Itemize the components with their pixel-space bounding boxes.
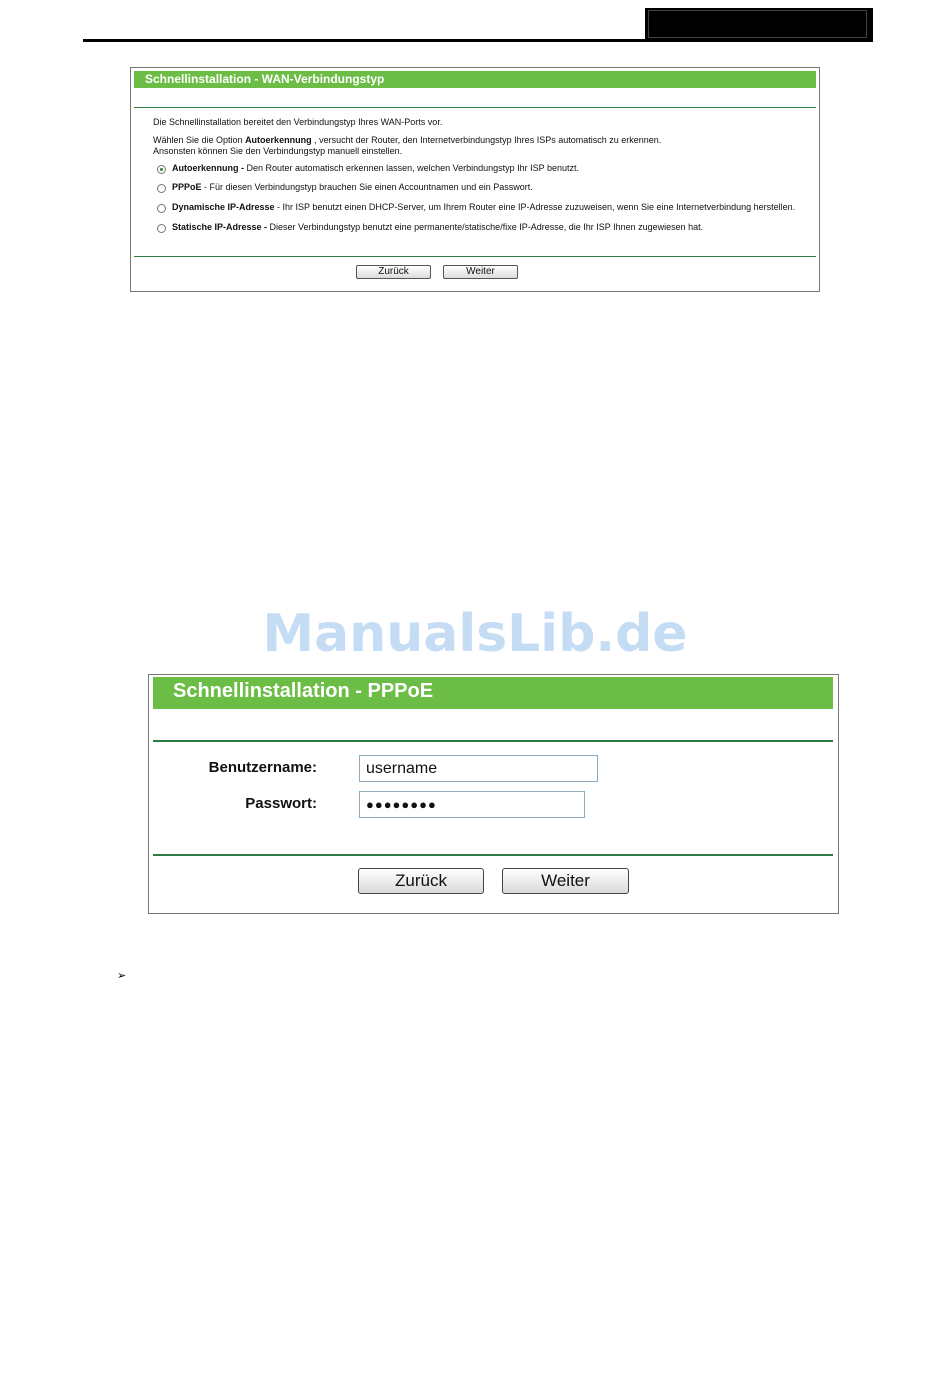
radio-autoerkennung[interactable] bbox=[157, 165, 166, 174]
wan-type-panel bbox=[130, 67, 820, 292]
option-dynamic-ip: Dynamische IP-Adresse - Ihr ISP benutzt einen DHCP-Server, um Ihrem Router eine IP-Adresse zuzuweisen, wenn Sie eine Internetverbindung herstellen. bbox=[172, 202, 796, 212]
divider bbox=[153, 854, 833, 856]
next-button[interactable]: Weiter bbox=[502, 868, 629, 894]
back-button[interactable]: Zurück bbox=[358, 868, 484, 894]
divider bbox=[134, 107, 816, 108]
pppoe-title: Schnellinstallation - PPPoE bbox=[173, 680, 434, 702]
option-autoerkennung: Autoerkennung - Den Router automatisch erkennen lassen, welchen Verbindungstyp Ihr ISP benutzt. bbox=[172, 163, 580, 173]
header-black-box bbox=[645, 8, 873, 42]
password-label: Passwort: bbox=[245, 795, 317, 812]
wan-type-title: Schnellinstallation - WAN-Verbindungstyp bbox=[145, 72, 385, 86]
radio-pppoe[interactable] bbox=[157, 184, 166, 193]
radio-dynamic-ip[interactable] bbox=[157, 204, 166, 213]
back-button[interactable]: Zurück bbox=[356, 265, 431, 279]
username-label: Benutzername: bbox=[208, 759, 317, 776]
divider bbox=[153, 740, 833, 742]
hint-text-line1: Wählen Sie die Option Autoerkennung , versucht der Router, den Internetverbindungstyp Ihres ISPs automatisch zu erkennen. bbox=[153, 135, 662, 145]
password-input[interactable]: ●●●●●●●● bbox=[359, 791, 585, 818]
option-static-ip: Statische IP-Adresse - Dieser Verbindungstyp benutzt eine permanente/statische/fixe IP-Adresse, die Ihr ISP Ihnen zugewiesen hat. bbox=[172, 222, 704, 232]
radio-static-ip[interactable] bbox=[157, 224, 166, 233]
next-button[interactable]: Weiter bbox=[443, 265, 518, 279]
intro-text: Die Schnellinstallation bereitet den Verbindungstyp Ihres WAN-Ports vor. bbox=[153, 117, 443, 127]
bullet-arrow-icon: ➢ bbox=[117, 970, 127, 982]
pppoe-title-bar bbox=[153, 677, 833, 709]
wan-type-title-bar bbox=[134, 71, 816, 88]
pppoe-panel bbox=[148, 674, 839, 914]
watermark: ManualsLib.de bbox=[262, 604, 688, 664]
username-input[interactable]: username bbox=[359, 755, 598, 782]
option-pppoe: PPPoE - Für diesen Verbindungstyp brauchen Sie einen Accountnamen und ein Passwort. bbox=[172, 182, 533, 192]
hint-text-line2: Ansonsten können Sie den Verbindungstyp manuell einstellen. bbox=[153, 146, 403, 156]
divider bbox=[134, 256, 816, 257]
